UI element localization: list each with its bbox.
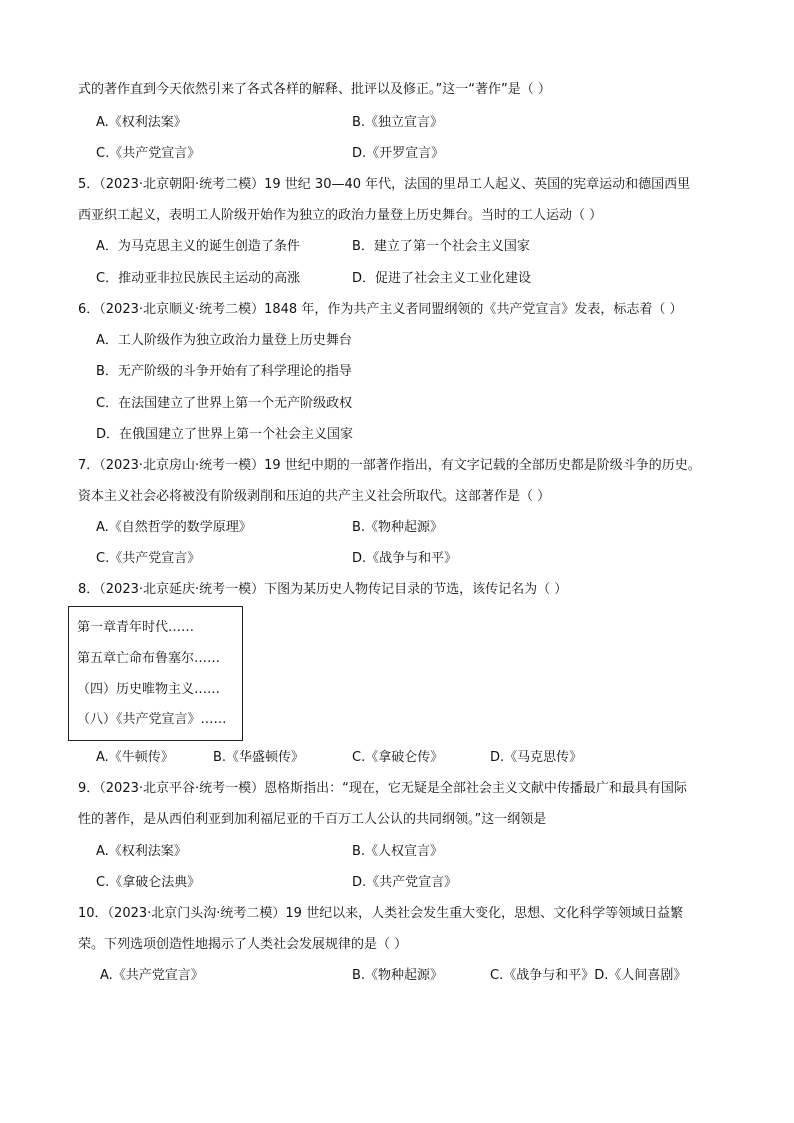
- q5-option-a[interactable]: A．为马克思主义的诞生创造了条件: [96, 239, 300, 254]
- q4-option-d[interactable]: D.《开罗宣言》: [352, 146, 445, 161]
- contents-item: （四）历史唯物主义……: [77, 682, 221, 697]
- biography-contents-box: [68, 606, 243, 741]
- contents-item: 第五章亡命布鲁塞尔……: [77, 651, 221, 666]
- q8-option-c[interactable]: C.《拿破仑传》: [352, 750, 444, 765]
- q5-stem-line2: 西亚织工起义，表明工人阶级开始作为独立的政治力量登上历史舞台。当时的工人运动（ ）: [78, 208, 603, 223]
- q9-option-d[interactable]: D.《共产党宣言》: [352, 875, 458, 890]
- q7-option-d[interactable]: D.《战争与和平》: [352, 551, 458, 566]
- q5-stem-line1: 5．（2023·北京朝阳·统考二模）19 世纪 30—40 年代，法国的里昂工人起义、英国的宪章运动和德国西里: [78, 177, 691, 192]
- contents-item: 第一章青年时代……: [77, 620, 195, 635]
- q7-stem-line2: 资本主义社会必将被没有阶级剥削和压迫的共产主义社会所取代。这部著作是（ ）: [78, 489, 551, 504]
- q6-option-a[interactable]: A．工人阶级作为独立政治力量登上历史舞台: [96, 333, 352, 348]
- q8-option-b[interactable]: B.《华盛顿传》: [213, 750, 305, 765]
- contents-item: （八）《共产党宣言》……: [77, 712, 227, 727]
- q10-option-a[interactable]: A.《共产党宣言》: [100, 968, 204, 983]
- q7-option-a[interactable]: A.《自然哲学的数学原理》: [96, 520, 252, 535]
- q10-stem-line1: 10．（2023·北京门头沟·统考二模）19 世纪以来，人类社会发生重大变化，思想、文化科学等领域日益繁: [78, 906, 684, 921]
- q10-stem-line2: 荣。下列选项创造性地揭示了人类社会发展规律的是（ ）: [78, 937, 408, 952]
- q6-option-b[interactable]: B．无产阶级的斗争开始有了科学理论的指导: [96, 364, 352, 379]
- q7-option-b[interactable]: B.《物种起源》: [352, 520, 444, 535]
- q4-option-c[interactable]: C.《共产党宣言》: [96, 146, 201, 161]
- q9-option-b[interactable]: B.《人权宣言》: [352, 844, 444, 859]
- q7-option-c[interactable]: C.《共产党宣言》: [96, 551, 201, 566]
- q9-option-a[interactable]: A.《权利法案》: [96, 844, 187, 859]
- q5-option-d[interactable]: D．促进了社会主义工业化建设: [352, 271, 532, 286]
- q4-option-a[interactable]: A.《权利法案》: [96, 115, 187, 130]
- q9-option-c[interactable]: C.《拿破仑法典》: [96, 875, 201, 890]
- q4-stem-tail: 式的著作直到今天依然引来了各式各样的解释、批评以及修正。”这一“著作”是（ ）: [78, 82, 551, 97]
- q5-option-c[interactable]: C．推动亚非拉民族民主运动的高涨: [96, 271, 301, 286]
- q6-option-d[interactable]: D．在俄国建立了世界上第一个社会主义国家: [96, 427, 354, 442]
- q9-stem-line2: 性的著作，是从西伯利亚到加利福尼亚的千百万工人公认的共同纲领。”这一纲领是: [78, 812, 547, 827]
- q10-option-b[interactable]: B.《物种起源》: [352, 968, 444, 983]
- q8-option-a[interactable]: A.《牛顿传》: [96, 750, 174, 765]
- q5-option-b[interactable]: B．建立了第一个社会主义国家: [352, 239, 530, 254]
- q7-stem-line1: 7．（2023·北京房山·统考一模）19 世纪中期的一部著作指出，有文字记载的全部历史都是阶级斗争的历史。: [78, 458, 701, 473]
- q6-stem-line1: 6．（2023·北京顺义·统考二模）1848 年，作为共产主义者同盟纲领的《共产党宣言》发表，标志着（ ）: [78, 302, 683, 317]
- q8-stem-line1: 8．（2023·北京延庆·统考一模）下图为某历史人物传记目录的节选，该传记名为（ ）: [78, 582, 568, 597]
- q10-option-cd[interactable]: C.《战争与和平》D.《人间喜剧》: [490, 968, 687, 983]
- q8-option-d[interactable]: D.《马克思传》: [490, 750, 583, 765]
- q6-option-c[interactable]: C．在法国建立了世界上第一个无产阶级政权: [96, 396, 353, 411]
- q4-option-b[interactable]: B.《独立宣言》: [352, 115, 444, 130]
- q9-stem-line1: 9．（2023·北京平谷·统考一模）恩格斯指出：“现在，它无疑是全部社会主义文献中传播最广和最具有国际: [78, 781, 687, 796]
